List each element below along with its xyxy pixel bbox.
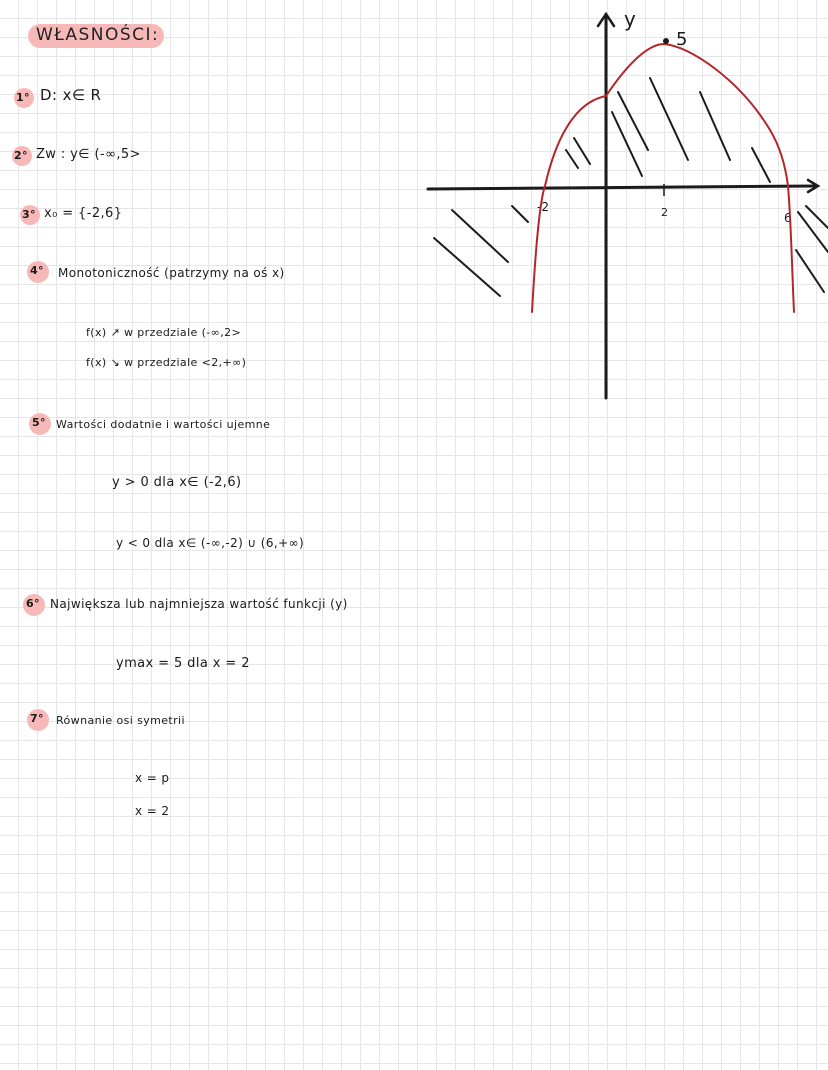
property-monotonicity: Monotoniczność (patrzymy na oś x) xyxy=(58,266,285,280)
ymax-value: ymax = 5 dla x = 2 xyxy=(116,656,250,671)
symmetry-line-general: x = p xyxy=(135,771,170,785)
hatch-line xyxy=(798,212,828,252)
hatch-line xyxy=(618,92,648,150)
hatch-line xyxy=(796,250,824,292)
parabola-graph xyxy=(0,0,828,420)
parabola-curve xyxy=(532,44,794,312)
property-domain: D: x∈ R xyxy=(40,86,102,104)
monotonic-decreasing: f(x) ↘ w przedziale <2,+∞) xyxy=(86,356,247,369)
vertex-label: 5 xyxy=(676,29,688,50)
property-symmetry: Równanie osi symetrii xyxy=(56,714,185,727)
property-number: 6° xyxy=(26,597,40,610)
hatch-line xyxy=(650,78,688,160)
property-signs: Wartości dodatnie i wartości ujemne xyxy=(56,418,271,431)
property-range: Zw : y∈ (-∞,5> xyxy=(36,147,141,162)
property-zeros: x₀ = {-2,6} xyxy=(44,206,123,221)
symmetry-line-value: x = 2 xyxy=(135,804,170,818)
negative-region-hatching xyxy=(434,206,828,296)
tick-label-minus-2: -2 xyxy=(537,200,549,214)
property-number: 5° xyxy=(32,416,46,429)
property-number: 1° xyxy=(16,91,30,104)
property-number: 7° xyxy=(30,712,44,725)
hatch-line xyxy=(512,206,528,222)
y-axis-label: y xyxy=(624,7,636,31)
page-title: WŁASNOŚCI: xyxy=(36,25,160,45)
hatch-line xyxy=(452,210,508,262)
hatch-line xyxy=(612,112,642,176)
hatch-line xyxy=(574,138,590,164)
negative-values: y < 0 dla x∈ (-∞,-2) ∪ (6,+∞) xyxy=(116,536,305,550)
monotonic-increasing: f(x) ↗ w przedziale (-∞,2> xyxy=(86,326,242,339)
hatch-line xyxy=(752,148,770,182)
hatch-line xyxy=(806,206,828,228)
property-number: 4° xyxy=(30,264,44,277)
property-number: 3° xyxy=(22,208,36,221)
property-extreme: Największa lub najmniejsza wartość funkcji (y) xyxy=(50,597,348,611)
hatch-line xyxy=(700,92,730,160)
tick-label-6: 6 xyxy=(784,211,792,225)
positive-values: y > 0 dla x∈ (-2,6) xyxy=(112,475,242,490)
x-axis xyxy=(428,186,816,189)
hatch-line xyxy=(566,150,578,168)
tick-label-2: 2 xyxy=(661,206,668,219)
positive-region-hatching xyxy=(566,78,770,182)
property-number: 2° xyxy=(14,149,28,162)
vertex-point xyxy=(663,38,669,44)
